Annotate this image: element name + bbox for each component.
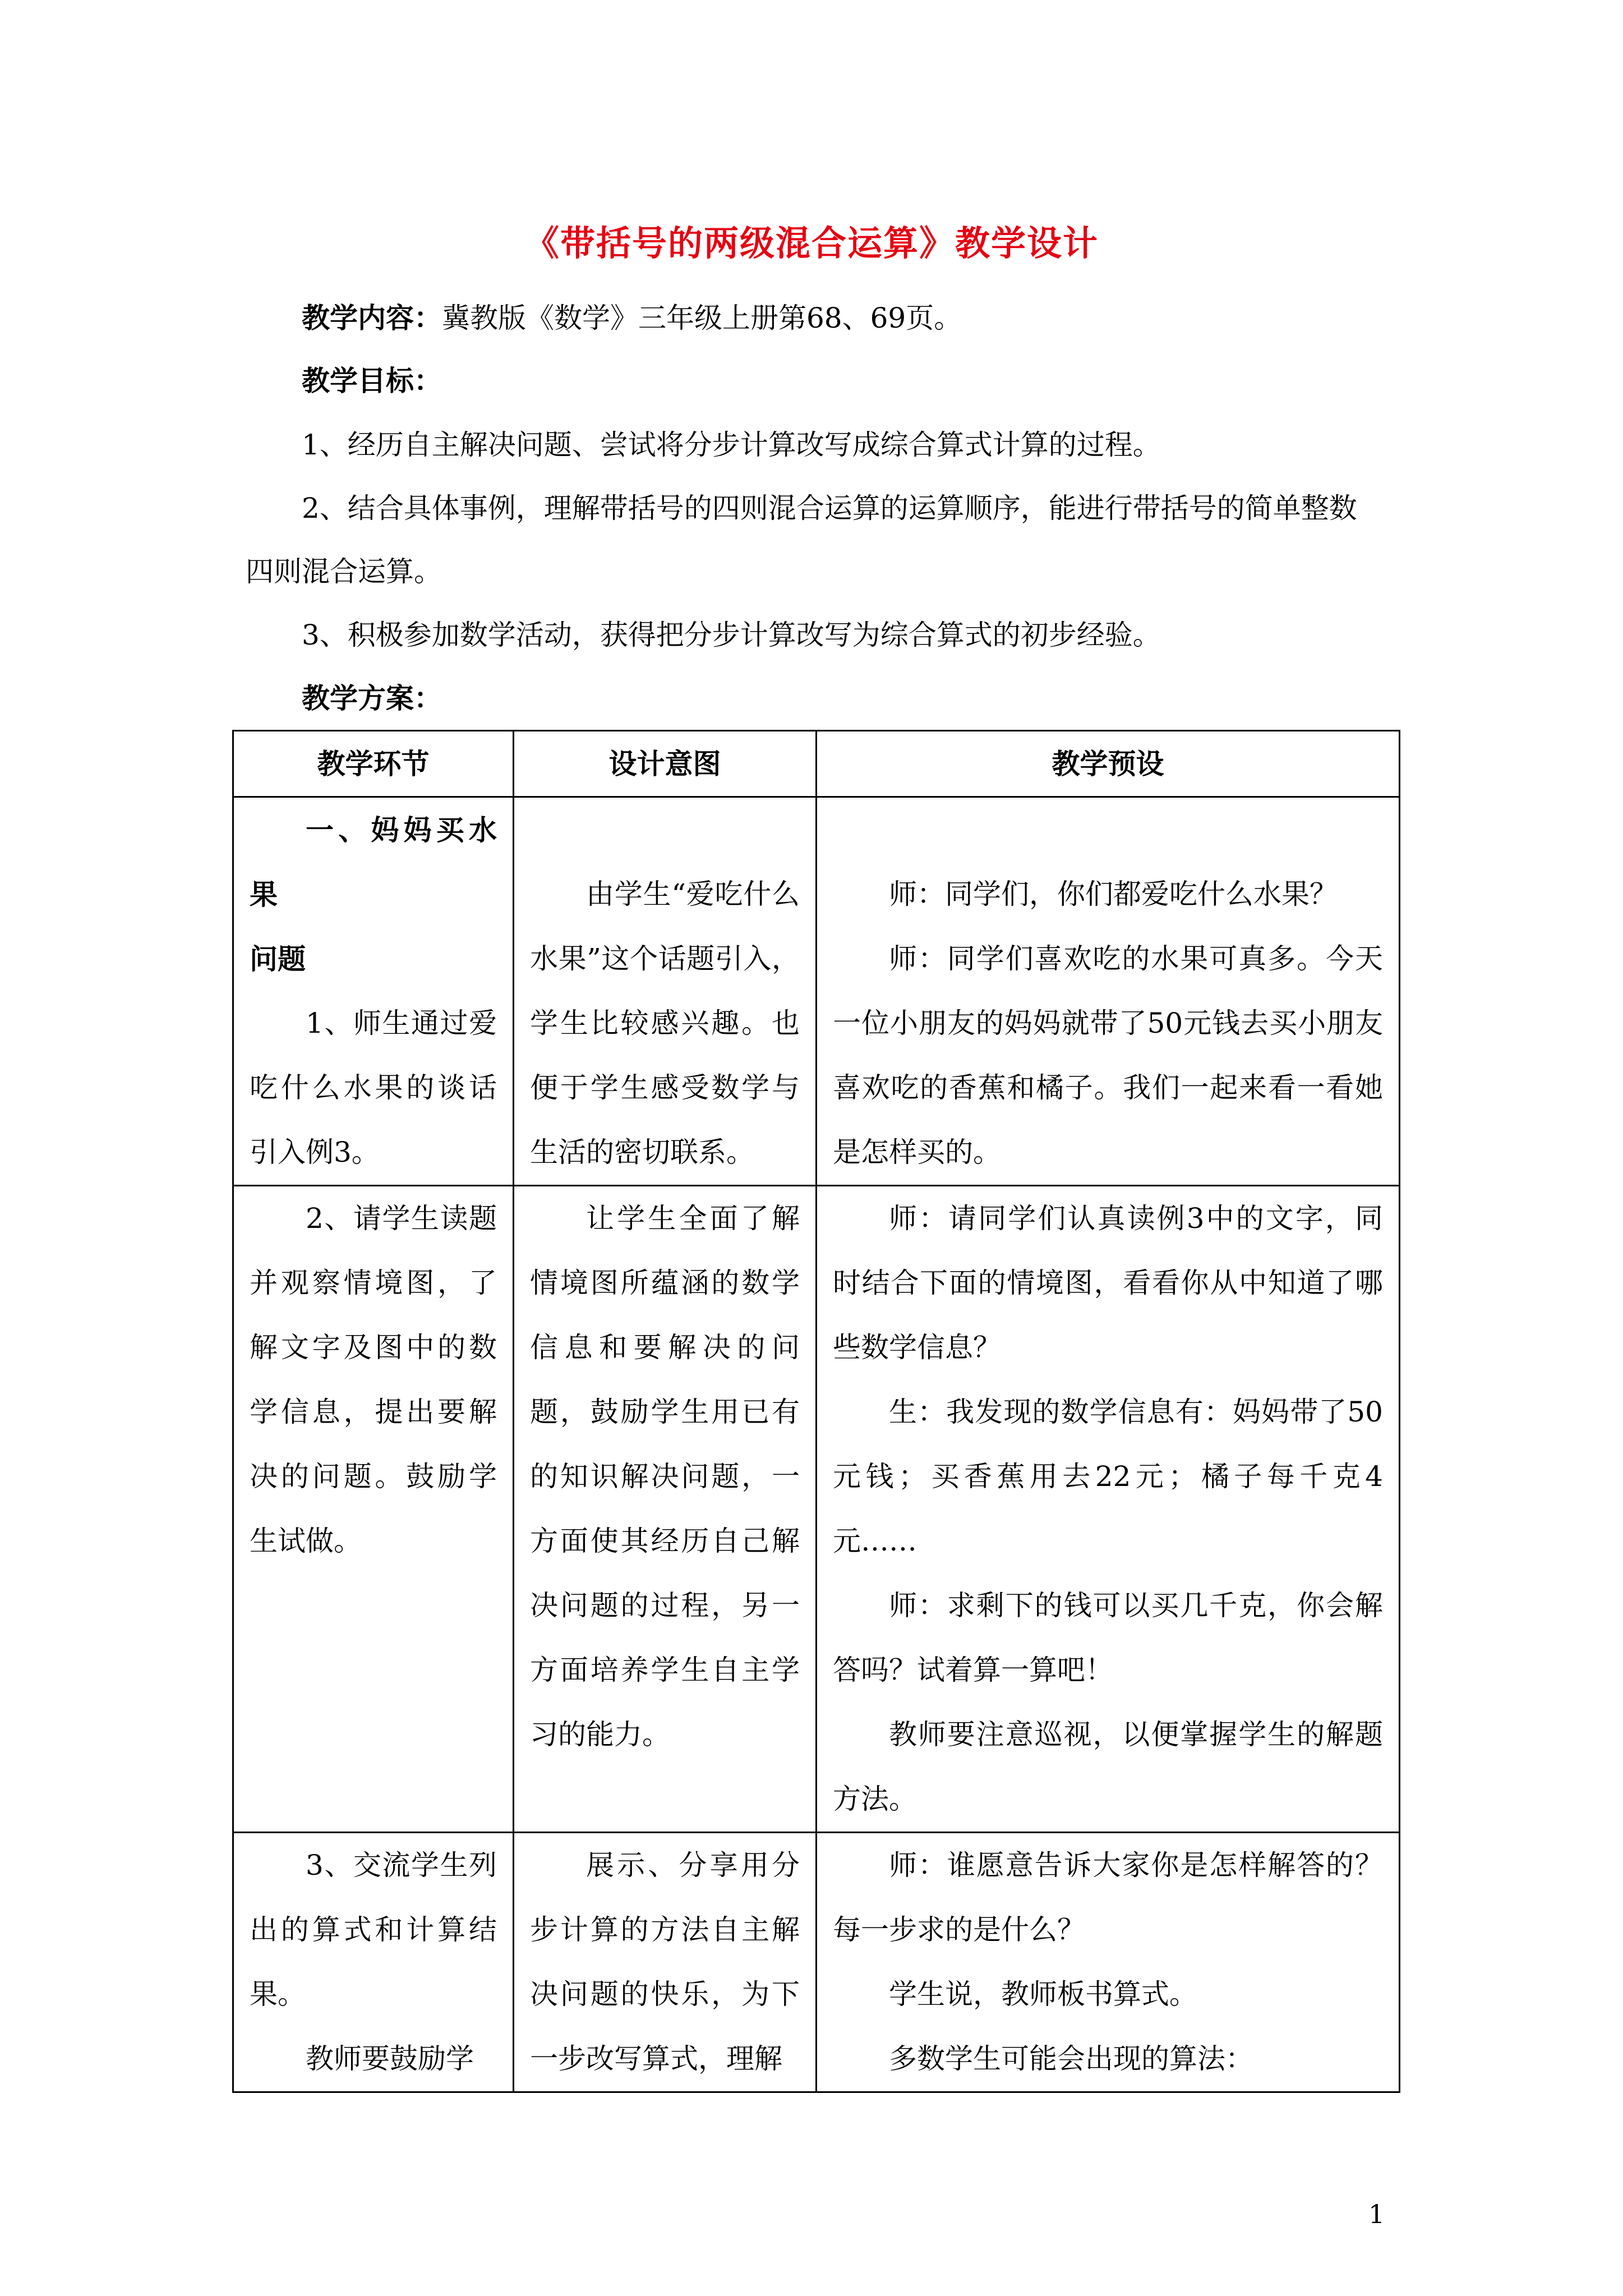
goal-2-line-1: 2、结合具体事例，理解带括号的四则混合运算的运算顺序，能进行带括号的简单整数 [302, 492, 1357, 524]
table-header-row [233, 731, 1400, 797]
row1-preset [817, 797, 1400, 1186]
header-teaching-preset: 教学预设 [817, 731, 1400, 797]
teaching-plan-label [302, 680, 442, 716]
teaching-content-text: 冀教版《数学》三年级上册第68、69页。 [442, 302, 962, 334]
row2-intent [514, 1186, 817, 1833]
header-teaching-stage: 教学环节 [233, 731, 514, 797]
row3-intent-text: 展示、分享用分步计算的方法自主解决问题的快乐，为下一步改写算式，理解 [530, 1849, 800, 2075]
row3-preset [817, 1833, 1400, 2092]
row3-stage-p2: 教师要鼓励学 [306, 2042, 474, 2075]
page-number: 1 [1368, 2199, 1385, 2229]
goal-2-line-2: 四则混合运算。 [246, 555, 442, 588]
row2-stage-text: 2、请学生读题并观察情境图，了解文字及图中的数学信息，提出要解决的问题。鼓励学生试做。 [250, 1202, 497, 1557]
row2-preset [817, 1186, 1400, 1833]
teaching-goals-label [302, 363, 442, 399]
row3-preset-p3: 多数学生可能会出现的算法： [889, 2042, 1253, 2075]
row1-intent [514, 797, 817, 1186]
teaching-content [302, 300, 962, 336]
goals-heading: 教学目标： [302, 364, 442, 397]
row1-preset-p2: 师：同学们喜欢吃的水果可真多。今天一位小朋友的妈妈就带了50元钱去买小朋友喜欢吃的香蕉和橘子。我们一起来看一看她是怎样买的。 [833, 942, 1383, 1168]
row2-preset-p3: 师：求剩下的钱可以买几千克，你会解答吗？试着算一算吧！ [833, 1589, 1383, 1686]
row1-stage [233, 797, 514, 1186]
row2-intent-text: 让学生全面了解情境图所蕴涵的数学信息和要解决的问题，鼓励学生用已有的知识解决问题，一方面使其经历自己解决问题的过程，另一方面培养学生自主学习的能力。 [530, 1202, 800, 1751]
row2-preset-p2: 生：我发现的数学信息有：妈妈带了50元钱；买香蕉用去22元；橘子每千克4元…… [833, 1396, 1383, 1557]
row1-stage-title-cont: 问题 [250, 942, 306, 976]
row3-preset-p1: 师：谁愿意告诉大家你是怎样解答的？每一步求的是什么？ [833, 1849, 1383, 1946]
row2-preset-p4: 教师要注意巡视，以便掌握学生的解题方法。 [833, 1718, 1383, 1815]
table-row [233, 1833, 1400, 2092]
goal-1: 1、经历自主解决问题、尝试将分步计算改写成综合算式计算的过程。 [302, 429, 1161, 461]
row1-stage-title: 一、妈妈买水果 [250, 813, 497, 911]
row1-stage-text: 1、师生通过爱吃什么水果的谈话引入例3。 [250, 1007, 497, 1168]
header-design-intent: 设计意图 [514, 731, 817, 797]
plan-heading: 教学方案： [302, 682, 442, 715]
table-row [233, 1186, 1400, 1833]
row1-intent-text: 由学生“爱吃什么水果”这个话题引入，学生比较感兴趣。也便于学生感受数学与生活的密切联系。 [530, 878, 800, 1168]
page-title: 《带括号的两级混合运算》教学设计 [524, 223, 1099, 264]
teaching-content-label: 教学内容： [302, 301, 442, 334]
row3-stage [233, 1833, 514, 2092]
lesson-plan-table [232, 730, 1400, 2093]
row2-stage [233, 1186, 514, 1833]
row3-intent [514, 1833, 817, 2092]
table-row [233, 797, 1400, 1186]
row3-preset-p2: 学生说，教师板书算式。 [889, 1978, 1197, 2010]
row2-preset-p1: 师：请同学们认真读例3中的文字，同时结合下面的情境图，看看你从中知道了哪些数学信息？ [833, 1202, 1383, 1364]
goal-3: 3、积极参加数学活动，获得把分步计算改写为综合算式的初步经验。 [302, 619, 1161, 651]
row1-preset-p1: 师：同学们，你们都爱吃什么水果？ [889, 878, 1338, 910]
row3-stage-p1: 3、交流学生列出的算式和计算结果。 [250, 1849, 497, 2010]
